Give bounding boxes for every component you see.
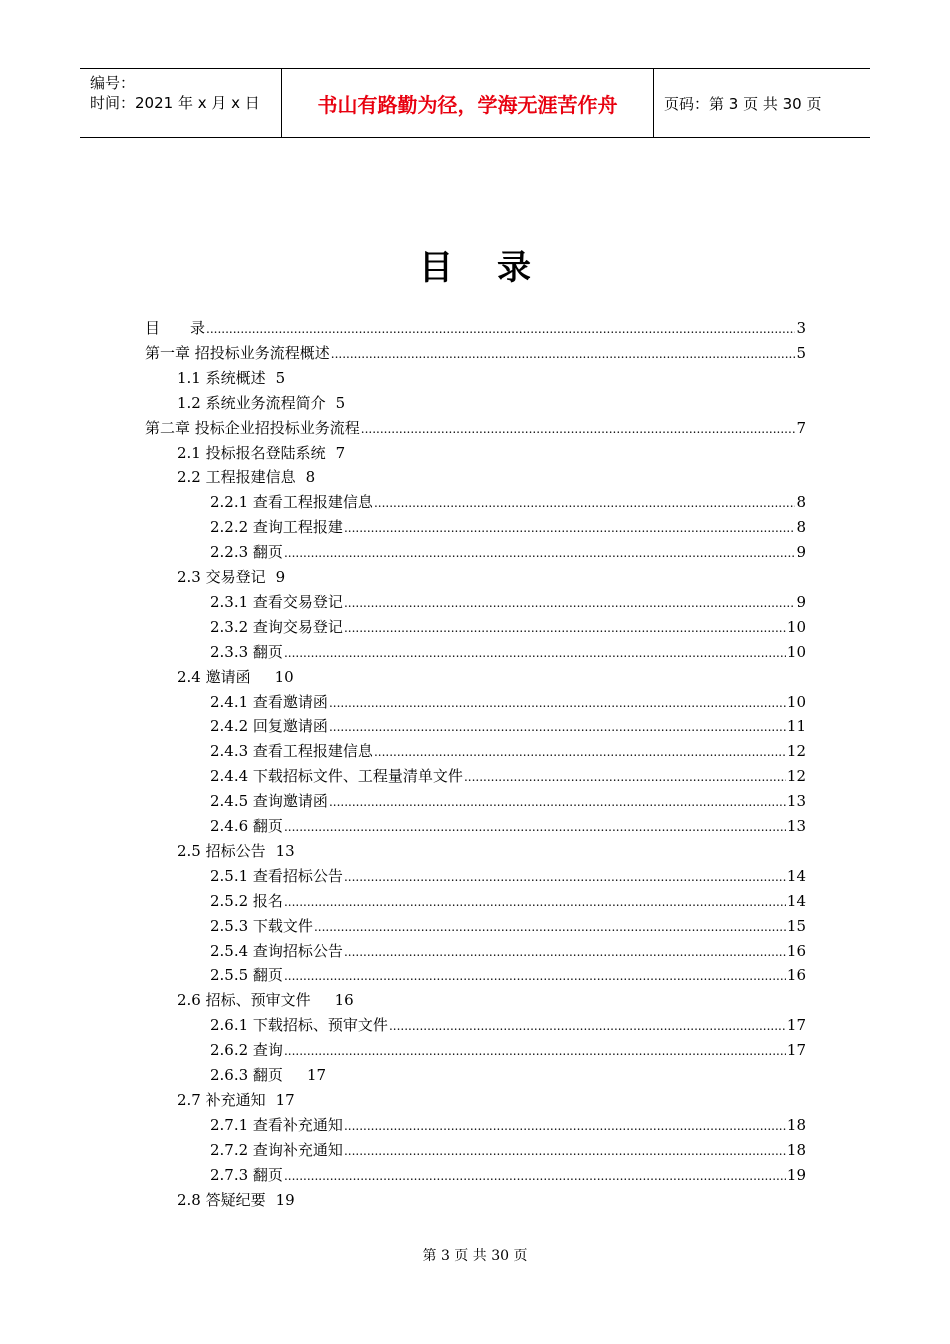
toc-page-number: 3 bbox=[796, 319, 806, 337]
toc-entry[interactable] bbox=[177, 665, 294, 690]
toc-leader-dots bbox=[344, 1138, 786, 1163]
toc-entry[interactable] bbox=[145, 341, 806, 366]
toc-entry[interactable] bbox=[210, 764, 806, 789]
toc-leader-dots bbox=[344, 1113, 786, 1138]
toc-leader-dots bbox=[314, 914, 786, 939]
toc-entry[interactable] bbox=[210, 1013, 806, 1038]
toc-entry[interactable] bbox=[210, 590, 806, 615]
toc-entry-title: 2.4.1 查看邀请函 bbox=[210, 692, 328, 711]
toc-page-number: 19 bbox=[786, 1165, 806, 1184]
toc-entry-title: 2.8 答疑纪要 bbox=[177, 1190, 266, 1209]
toc-entry[interactable] bbox=[210, 814, 806, 839]
toc-entry-title: 2.6.3 翻页 bbox=[210, 1066, 283, 1084]
toc-page-number: 5 bbox=[335, 393, 346, 412]
toc-entry-title: 第一章 招投标业务流程概述 bbox=[145, 343, 330, 362]
toc-entry[interactable] bbox=[177, 465, 315, 490]
toc-entry-title: 2.7.2 查询补充通知 bbox=[210, 1140, 343, 1159]
toc-leader-dots bbox=[344, 864, 786, 889]
toc-entry-title: 第二章 投标企业招投标业务流程 bbox=[145, 418, 360, 437]
toc-page-number: 17 bbox=[786, 1041, 806, 1060]
toc-leader-dots bbox=[284, 889, 786, 914]
toc-entry-title: 2.2.3 翻页 bbox=[210, 543, 283, 562]
toc-page-number: 19 bbox=[275, 1190, 295, 1209]
toc-leader-dots bbox=[206, 316, 795, 341]
toc-page-number: 11 bbox=[786, 717, 806, 736]
toc-page-number: 18 bbox=[786, 1115, 806, 1134]
toc-page-number: 10 bbox=[786, 692, 806, 711]
toc-entry-title: 2.6.1 下载招标、预审文件 bbox=[210, 1016, 388, 1035]
header-meta-cell bbox=[80, 69, 282, 137]
toc-page-number: 5 bbox=[275, 368, 286, 387]
toc-page-number: 10 bbox=[274, 667, 294, 686]
toc-entry-title: 2.5 招标公告 bbox=[177, 841, 266, 860]
toc-entry[interactable] bbox=[210, 714, 806, 739]
toc-entry[interactable] bbox=[210, 864, 806, 889]
toc-page-number: 18 bbox=[786, 1140, 806, 1159]
toc-entry-title: 2.3.3 翻页 bbox=[210, 642, 283, 661]
toc-entry[interactable] bbox=[210, 914, 806, 939]
toc-entry[interactable] bbox=[210, 490, 806, 515]
toc-entry-title: 2.4.6 翻页 bbox=[210, 817, 283, 835]
toc-entry[interactable] bbox=[210, 1063, 326, 1088]
toc-entry-title: 2.5.4 查询招标公告 bbox=[210, 941, 343, 960]
toc-entry[interactable] bbox=[210, 515, 806, 540]
toc-leader-dots bbox=[284, 540, 796, 565]
toc-entry[interactable] bbox=[210, 615, 806, 640]
toc-entry-title: 2.4.4 下载招标文件、工程量清单文件 bbox=[210, 767, 463, 786]
toc-entry-title: 2.4.2 回复邀请函 bbox=[210, 717, 328, 736]
toc-entry-title: 2.5.3 下载文件 bbox=[210, 916, 313, 935]
toc-leader-dots bbox=[344, 590, 796, 615]
toc-entry-title: 2.4 邀请函 bbox=[177, 667, 251, 686]
toc-entry[interactable] bbox=[177, 565, 285, 590]
header-page-info: 页码：第 3 页 共 30 页 bbox=[664, 94, 822, 113]
document-header bbox=[80, 68, 870, 138]
toc-leader-dots bbox=[361, 416, 796, 441]
toc-entry[interactable] bbox=[210, 889, 806, 914]
toc-entry[interactable] bbox=[210, 640, 806, 665]
toc-entry[interactable] bbox=[177, 839, 295, 864]
toc-entry-title: 2.7.1 查看补充通知 bbox=[210, 1115, 343, 1134]
toc-leader-dots bbox=[374, 739, 786, 764]
toc-entry[interactable] bbox=[177, 988, 354, 1013]
toc-entry[interactable] bbox=[210, 1138, 806, 1163]
toc-page-number: 7 bbox=[335, 443, 346, 462]
toc-entry[interactable] bbox=[210, 939, 806, 964]
toc-entry[interactable] bbox=[210, 1113, 806, 1138]
toc-entry-title: 目 录 bbox=[145, 319, 206, 337]
toc-page-number: 12 bbox=[786, 767, 806, 786]
toc-page-number: 13 bbox=[275, 841, 295, 860]
toc-entry-title: 2.4.3 查看工程报建信息 bbox=[210, 742, 373, 761]
toc-leader-dots bbox=[344, 615, 786, 640]
toc-entry-title: 2.2 工程报建信息 bbox=[177, 468, 296, 487]
header-page-info-cell bbox=[655, 69, 870, 137]
code-label: 编号： bbox=[90, 74, 136, 92]
toc-entry-title: 2.7 补充通知 bbox=[177, 1090, 266, 1109]
toc-page-number: 12 bbox=[786, 742, 806, 761]
toc-page-number: 16 bbox=[786, 966, 806, 985]
toc-leader-dots bbox=[329, 690, 786, 715]
toc-leader-dots bbox=[284, 1038, 786, 1063]
toc-entry-title: 2.3.1 查看交易登记 bbox=[210, 592, 343, 611]
toc-entry[interactable] bbox=[177, 441, 345, 466]
toc-entry-title: 2.3 交易登记 bbox=[177, 568, 266, 586]
toc-leader-dots bbox=[284, 1163, 786, 1188]
toc-page-number: 14 bbox=[786, 866, 806, 885]
toc-entry-title: 1.2 系统业务流程简介 bbox=[177, 393, 326, 412]
toc-entry[interactable] bbox=[210, 1038, 806, 1063]
toc-page-number: 10 bbox=[786, 642, 806, 661]
toc-entry[interactable] bbox=[210, 1163, 806, 1188]
toc-page-number: 17 bbox=[306, 1066, 327, 1084]
page-footer: 第 3 页 共 30 页 bbox=[422, 1248, 528, 1264]
toc-page-number: 10 bbox=[786, 617, 806, 636]
toc-page-number: 8 bbox=[796, 493, 806, 512]
toc-leader-dots bbox=[329, 714, 786, 739]
toc-entry[interactable] bbox=[177, 391, 345, 416]
toc-entry-title: 2.3.2 查询交易登记 bbox=[210, 617, 343, 636]
toc-entry[interactable] bbox=[210, 963, 806, 988]
toc-entry-title: 2.2.2 查询工程报建 bbox=[210, 518, 343, 537]
toc-page-number: 16 bbox=[334, 991, 354, 1010]
toc-entry[interactable] bbox=[210, 789, 806, 814]
toc-entry[interactable] bbox=[145, 316, 806, 341]
toc-entry[interactable] bbox=[177, 1188, 295, 1213]
toc-page-number: 15 bbox=[786, 916, 806, 935]
toc-leader-dots bbox=[389, 1013, 786, 1038]
toc-page-number: 13 bbox=[786, 817, 806, 835]
toc-entry[interactable] bbox=[145, 416, 806, 441]
toc-leader-dots bbox=[284, 963, 786, 988]
toc-entry-title: 2.6 招标、预审文件 bbox=[177, 991, 311, 1010]
toc-page-number: 7 bbox=[796, 418, 806, 437]
toc-entry-title: 2.5.1 查看招标公告 bbox=[210, 866, 343, 885]
toc-leader-dots bbox=[344, 939, 786, 964]
toc-entry[interactable] bbox=[210, 690, 806, 715]
toc-leader-dots bbox=[284, 814, 786, 839]
toc-page-number: 8 bbox=[796, 518, 806, 537]
toc-page-number: 16 bbox=[786, 941, 806, 960]
toc-entry-title: 2.1 投标报名登陆系统 bbox=[177, 443, 326, 462]
page-title-text: 目录 bbox=[419, 248, 575, 288]
toc-leader-dots bbox=[331, 341, 796, 366]
toc-entry-title: 2.7.3 翻页 bbox=[210, 1165, 283, 1184]
toc-entry[interactable] bbox=[177, 1088, 295, 1113]
toc-page-number: 9 bbox=[275, 568, 286, 586]
toc-page-number: 13 bbox=[786, 792, 806, 811]
toc-page-number: 5 bbox=[796, 343, 806, 362]
toc-entry[interactable] bbox=[210, 739, 806, 764]
toc-entry-title: 1.1 系统概述 bbox=[177, 368, 266, 387]
header-motto: 书山有路勤为径，学海无涯苦作舟 bbox=[282, 69, 654, 137]
toc-page-number: 8 bbox=[305, 468, 316, 487]
time-label: 时间：2021 年 x 月 x 日 bbox=[90, 94, 260, 112]
toc-page-number: 9 bbox=[796, 543, 806, 562]
toc-entry-title: 2.6.2 查询 bbox=[210, 1041, 283, 1060]
toc-entry-title: 2.5.2 报名 bbox=[210, 891, 283, 910]
toc-entry-title: 2.4.5 查询邀请函 bbox=[210, 792, 328, 811]
toc-page-number: 9 bbox=[796, 592, 806, 611]
page-title bbox=[0, 240, 950, 289]
toc-entry-title: 2.5.5 翻页 bbox=[210, 966, 283, 985]
toc-entry[interactable] bbox=[210, 540, 806, 565]
toc-page-number: 17 bbox=[275, 1090, 295, 1109]
toc-entry[interactable] bbox=[177, 366, 285, 391]
toc-page-number: 14 bbox=[786, 891, 806, 910]
toc-entry-title: 2.2.1 查看工程报建信息 bbox=[210, 493, 373, 512]
toc-leader-dots bbox=[374, 490, 796, 515]
toc-leader-dots bbox=[464, 764, 786, 789]
toc-page-number: 17 bbox=[786, 1016, 806, 1035]
toc-leader-dots bbox=[329, 789, 786, 814]
toc-leader-dots bbox=[284, 640, 786, 665]
toc-leader-dots bbox=[344, 515, 796, 540]
